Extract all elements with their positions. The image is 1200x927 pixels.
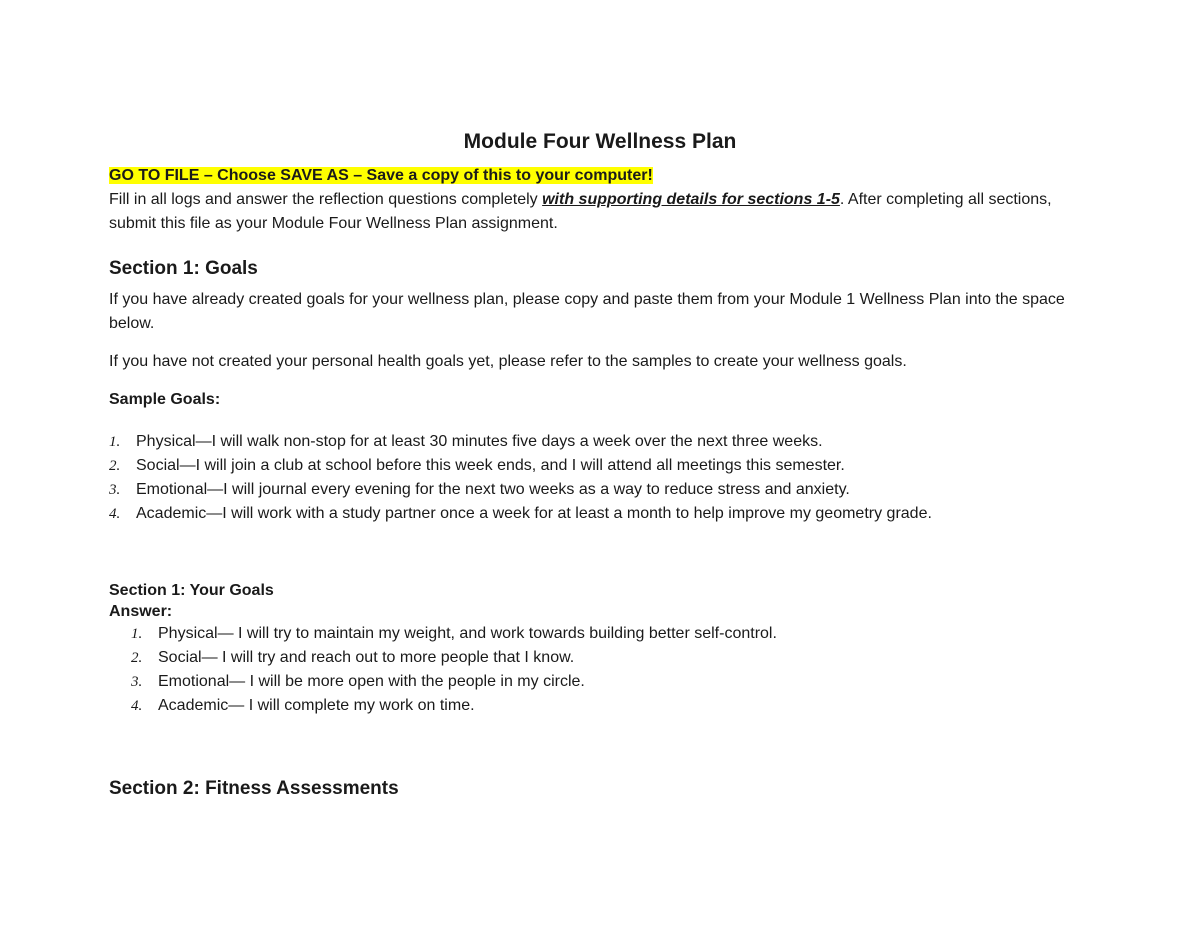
intro-text-1: Fill in all logs and answer the reflection questions completely — [109, 191, 543, 208]
list-number: 1. — [131, 626, 143, 642]
list-number: 4. — [109, 506, 121, 522]
list-item — [131, 694, 1089, 718]
list-item-text: Social— I will try and reach out to more people that I know. — [158, 649, 575, 666]
sample-goals-heading: Sample Goals: — [109, 391, 221, 408]
list-item — [109, 478, 1089, 502]
section-1-heading: Section 1: Goals — [109, 258, 258, 279]
list-item-text: Academic— I will complete my work on time. — [158, 697, 475, 714]
instruction-line — [109, 164, 1089, 188]
list-number: 4. — [131, 698, 143, 714]
list-number: 1. — [109, 434, 121, 450]
list-item-text: Academic—I will work with a study partner once a week for at least a month to help improve my geometry grade. — [136, 505, 932, 522]
list-item-text: Emotional—I will journal every evening for the next two weeks as a way to reduce stress and anxiety. — [136, 481, 850, 498]
intro-paragraph — [109, 188, 1089, 236]
answer-label: Answer: — [109, 603, 173, 620]
document-title: Module Four Wellness Plan — [463, 130, 737, 153]
sample-goals-list — [109, 430, 1089, 526]
intro-emphasis: with supporting details for sections 1-5 — [542, 191, 840, 208]
document-body — [109, 164, 1089, 802]
list-number: 2. — [109, 458, 121, 474]
list-item — [109, 502, 1089, 526]
your-goals-heading: Section 1: Your Goals — [109, 582, 274, 599]
list-item-text: Physical— I will try to maintain my weight, and work towards building better self-control. — [158, 625, 777, 642]
list-item — [109, 430, 1089, 454]
intro-text-2: . After completing all sections, submit this file as your Module Four Wellness Plan assignment. — [109, 191, 1052, 232]
list-item-text: Emotional— I will be more open with the people in my circle. — [158, 673, 585, 690]
list-item — [131, 670, 1089, 694]
save-as-instruction: GO TO FILE – Choose SAVE AS – Save a copy of this to your computer! — [109, 167, 653, 184]
list-item — [131, 622, 1089, 646]
section-1-para-2: If you have not created your personal health goals yet, please refer to the samples to create your wellness goals. — [109, 353, 907, 370]
list-item — [131, 646, 1089, 670]
list-item-text: Social—I will join a club at school before this week ends, and I will attend all meetings this semester. — [136, 457, 845, 474]
your-goals-list — [131, 622, 1089, 718]
list-item-text: Physical—I will walk non-stop for at least 30 minutes five days a week over the next three weeks. — [136, 433, 823, 450]
list-item — [109, 454, 1089, 478]
list-number: 2. — [131, 650, 143, 666]
section-2-heading: Section 2: Fitness Assessments — [109, 778, 399, 799]
list-number: 3. — [109, 482, 121, 498]
list-number: 3. — [131, 674, 143, 690]
section-1-para-1: If you have already created goals for your wellness plan, please copy and paste them from your Module 1 Wellness Plan into the space below. — [109, 291, 1065, 332]
